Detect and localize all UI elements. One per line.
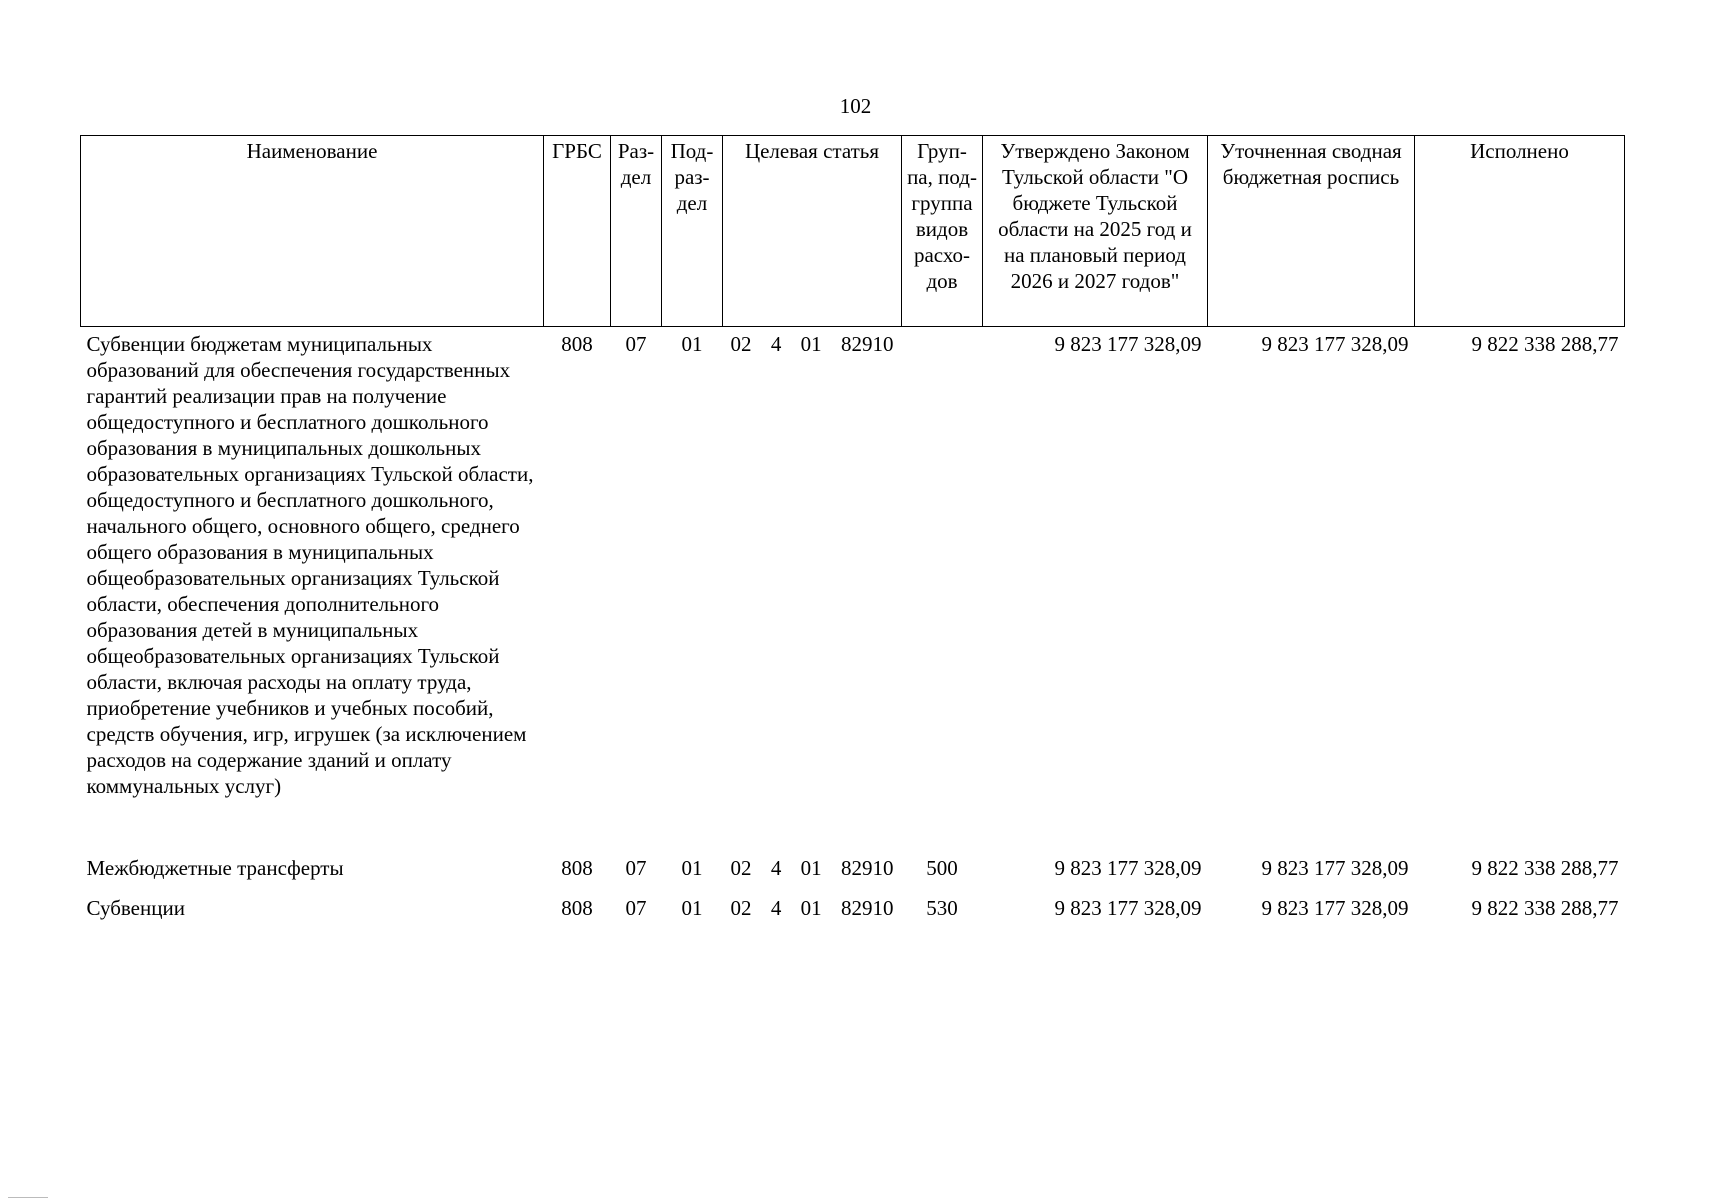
header-name: Наименование [81,136,544,327]
header-refined: Уточненная сводная бюджетная роспись [1208,136,1415,327]
table-row [81,327,1625,850]
row-razdel: 07 [625,856,647,880]
header-grbs: ГРБС [544,136,611,327]
row-razdel: 07 [625,896,647,920]
row-refined: 9 823 177 328,09 [1261,332,1409,356]
row-approved: 9 823 177 328,09 [1054,856,1202,880]
header-podrazdel: Под-раз-дел [662,136,723,327]
target-program: 02 [730,332,752,356]
row-approved: 9 823 177 328,09 [1054,332,1202,356]
target-program: 02 [730,856,752,880]
row-target [723,849,902,889]
row-grbs: 808 [561,332,593,356]
budget-table [80,135,1625,929]
row-name: Субвенции бюджетам муниципальных образований для обеспечения государственных гарантий реализации прав на получение общедоступного и бесплатного дошкольного образования в муниципальных дошкольных образовательных организациях Тульской области, общедоступного и бесплатного дошкольного, начального общего, основного общего, среднего общего образования в муниципальных общеобразовательных организациях Тульской области, обеспечения дополнительного образования детей в муниципальных общеобразовательных организациях Тульской области, включая расходы на оплату труда, приобретение учебников и учебных пособий, средств обучения, игр, игрушек (за исключением расходов на содержание зданий и оплату коммунальных услуг) [86,332,534,798]
table-row [81,849,1625,889]
row-podrazdel: 01 [681,856,703,880]
row-group [902,327,983,850]
row-group: 500 [926,856,958,880]
target-direction: 82910 [840,332,894,356]
row-grbs: 808 [561,856,593,880]
row-group: 530 [926,896,958,920]
row-refined: 9 823 177 328,09 [1261,856,1409,880]
table-header-row [81,136,1625,327]
header-approved: Утверждено Законом Тульской области "О бюджете Тульской области на 2025 год и на плановый период 2026 и 2027 годов" [983,136,1208,327]
row-name: Субвенции [86,896,185,920]
row-executed: 9 822 338 288,77 [1471,896,1619,920]
row-name: Межбюджетные трансферты [86,856,344,880]
header-razdel: Раз-дел [611,136,662,327]
target-event: 01 [800,896,822,920]
row-razdel: 07 [625,332,647,356]
target-direction: 82910 [840,856,894,880]
row-grbs: 808 [561,896,593,920]
row-approved: 9 823 177 328,09 [1054,896,1202,920]
target-subprogram: 4 [770,332,782,356]
row-podrazdel: 01 [681,896,703,920]
page-number: 102 [839,94,872,118]
scan-edge-mark [8,1197,48,1198]
row-refined: 9 823 177 328,09 [1261,896,1409,920]
target-subprogram: 4 [770,856,782,880]
header-group: Груп-па, под-группа видов расхо-дов [902,136,983,327]
target-program: 02 [730,896,752,920]
target-direction: 82910 [840,896,894,920]
row-podrazdel: 01 [681,332,703,356]
row-executed: 9 822 338 288,77 [1471,856,1619,880]
header-target: Целевая статья [723,136,902,327]
row-target [723,327,902,850]
row-target [723,889,902,929]
row-executed: 9 822 338 288,77 [1471,332,1619,356]
table-row [81,889,1625,929]
target-subprogram: 4 [770,896,782,920]
header-executed: Исполнено [1415,136,1625,327]
target-event: 01 [800,332,822,356]
target-event: 01 [800,856,822,880]
